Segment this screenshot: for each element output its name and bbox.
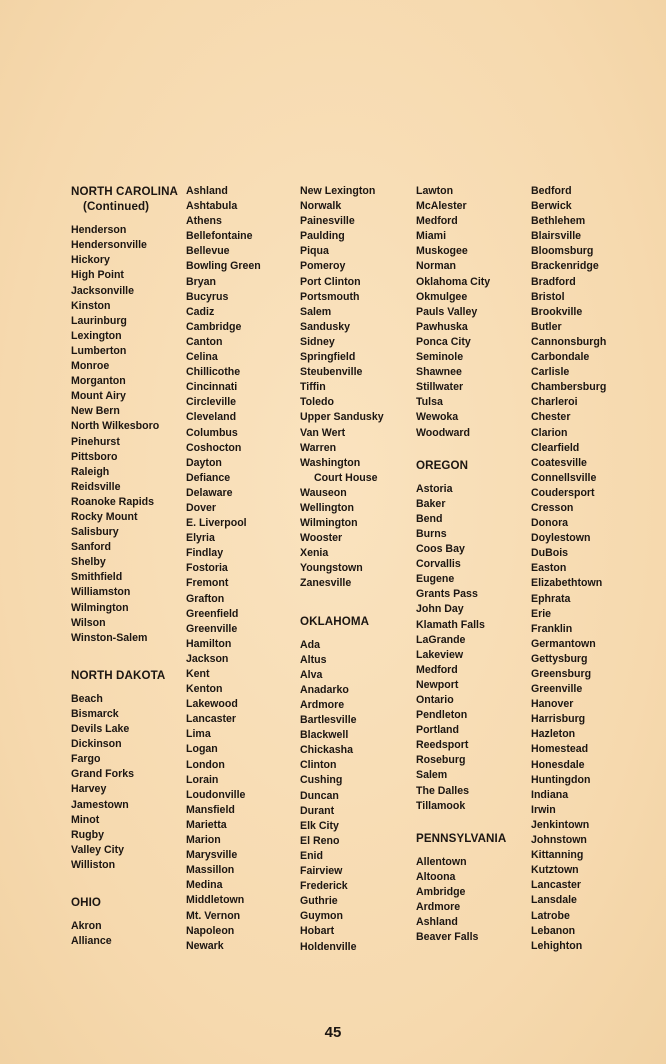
column-2	[186, 184, 261, 954]
city-name: Huntingdon	[531, 773, 591, 786]
city-name: Pawhuska	[416, 320, 468, 333]
city-name: Coudersport	[531, 486, 595, 499]
city-name: Donora	[531, 517, 569, 530]
city-name: Ambridge	[416, 886, 466, 899]
city-name: Bradford	[531, 275, 576, 288]
city-name: Zanesville	[300, 577, 352, 590]
city-name: Bellevue	[186, 245, 230, 258]
city-name: Duncan	[300, 789, 339, 802]
city-name: Ashtabula	[186, 200, 238, 213]
city-name: Anadarko	[300, 683, 349, 696]
city-name: E. Liverpool	[186, 517, 247, 530]
city-name: Pomeroy	[300, 260, 346, 273]
city-name: Salem	[416, 769, 448, 782]
city-name: Painesville	[300, 215, 355, 228]
city-name: Pittsboro	[71, 450, 118, 463]
city-name: London	[186, 758, 225, 771]
city-name: Ephrata	[531, 592, 571, 605]
city-name: Morganton	[71, 375, 126, 388]
city-name: Mt. Vernon	[186, 909, 241, 922]
city-name: Lawton	[416, 185, 454, 197]
city-name: Stillwater	[416, 381, 464, 394]
city-name: Bedford	[531, 185, 572, 197]
city-name: Sandusky	[300, 320, 351, 333]
city-name: Shawnee	[416, 366, 462, 379]
city-list-ohio-continued-b	[300, 486, 384, 592]
city-name: Brackenridge	[531, 260, 599, 273]
state-heading-continued: (Continued)	[83, 200, 150, 214]
city-name: Ardmore	[416, 901, 461, 914]
city-name: Eugene	[416, 573, 455, 586]
city-name: Bellefontaine	[186, 230, 253, 243]
city-name: Napoleon	[186, 924, 235, 937]
city-name: Medina	[186, 879, 223, 892]
city-name: Findlay	[186, 547, 224, 560]
city-name: Fargo	[71, 753, 101, 766]
city-name: Alliance	[71, 935, 112, 948]
city-name: Ontario	[416, 694, 454, 706]
city-name: Newport	[416, 678, 459, 691]
city-name: Rugby	[71, 828, 104, 841]
city-name: Ada	[300, 638, 321, 651]
city-name: Pinehurst	[71, 435, 120, 448]
city-name: Fairview	[300, 865, 343, 878]
city-name: Laurinburg	[71, 314, 127, 327]
city-name: Smithfield	[71, 571, 123, 584]
city-name: Warren	[300, 441, 337, 454]
city-name: Lakeview	[416, 648, 464, 661]
city-name: Easton	[531, 562, 567, 575]
city-name: Circleville	[186, 396, 237, 409]
city-list-north-dakota	[71, 692, 178, 873]
city-name: Bryan	[186, 275, 217, 288]
city-name: Coos Bay	[416, 543, 465, 556]
city-name: Pendleton	[416, 709, 468, 722]
city-name: Clearfield	[531, 441, 580, 454]
city-name: Sanford	[71, 541, 112, 554]
city-name: Brookville	[531, 305, 583, 318]
city-name: Kinston	[71, 299, 111, 312]
city-name: Norwalk	[300, 200, 342, 213]
city-name: Marysville	[186, 849, 238, 862]
city-name: Marion	[186, 834, 221, 847]
city-list-pennsylvania-continued	[531, 184, 606, 954]
city-name: Defiance	[186, 471, 231, 484]
city-name: Woodward	[416, 426, 470, 439]
state-heading-oregon: OREGON	[416, 458, 469, 472]
city-name: Cresson	[531, 501, 574, 514]
city-name: Steubenville	[300, 366, 363, 379]
city-name: Ponca City	[416, 335, 471, 348]
city-name: Elyria	[186, 532, 215, 545]
city-name: Muskogee	[416, 245, 468, 258]
city-name: Greenville	[186, 622, 238, 635]
city-name: Clinton	[300, 759, 337, 772]
city-name: Xenia	[300, 547, 329, 560]
city-name: Akron	[71, 920, 102, 933]
city-name: Upper Sandusky	[300, 411, 384, 424]
city-name: Astoria	[416, 482, 453, 495]
city-name: Lima	[186, 728, 211, 741]
city-name: Williamston	[71, 586, 131, 599]
city-name: Pauls Valley	[416, 305, 478, 318]
city-name: Van Wert	[300, 426, 346, 439]
city-name: Columbus	[186, 426, 238, 439]
city-name: Altus	[300, 653, 327, 666]
city-name: Raleigh	[71, 465, 110, 478]
city-name: Port Clinton	[300, 275, 361, 288]
city-name: Hanover	[531, 698, 574, 711]
column-5	[531, 184, 606, 954]
state-heading-oklahoma: OKLAHOMA	[300, 614, 370, 628]
city-name: Salisbury	[71, 526, 119, 539]
city-name: Kittanning	[531, 849, 584, 862]
city-name: Blairsville	[531, 230, 582, 243]
city-name: Guymon	[300, 910, 343, 923]
city-name: Gettysburg	[531, 652, 588, 665]
city-name: The Dalles	[416, 784, 469, 797]
city-name: Ardmore	[300, 699, 345, 711]
city-name: Grants Pass	[416, 588, 478, 601]
city-name: Rocky Mount	[71, 510, 138, 523]
city-name: Kutztown	[531, 864, 579, 877]
city-name: Bowling Green	[186, 260, 261, 273]
city-name: Valley City	[71, 843, 124, 856]
city-name: High Point	[71, 269, 124, 282]
city-name: North Wilkesboro	[71, 420, 160, 433]
city-name: Medford	[416, 663, 458, 676]
city-list-pennsylvania	[416, 855, 506, 946]
state-heading-north-dakota: NORTH DAKOTA	[71, 668, 166, 682]
city-name: Irwin	[531, 803, 556, 816]
city-name: Middletown	[186, 894, 245, 907]
city-name: Alva	[300, 668, 323, 681]
city-name: Devils Lake	[71, 723, 130, 736]
city-name: Elizabethtown	[531, 577, 603, 590]
city-name: Butler	[531, 320, 562, 333]
city-name: Kent	[186, 668, 210, 680]
city-name: Bartlesville	[300, 714, 357, 727]
city-name: Homestead	[531, 743, 589, 756]
city-name: Greensburg	[531, 668, 592, 680]
city-name: Wooster	[300, 532, 343, 545]
city-name: Williston	[71, 858, 116, 871]
city-name: Reedsport	[416, 739, 469, 752]
city-name: Shelby	[71, 556, 106, 569]
city-name: Grafton	[186, 592, 225, 605]
city-name: Elk City	[300, 819, 339, 832]
city-list-oklahoma-continued	[416, 184, 506, 441]
city-name: Charleroi	[531, 396, 578, 409]
city-name: Jacksonville	[71, 284, 135, 297]
city-name: Harrisburg	[531, 713, 586, 726]
city-name: Johnstown	[531, 834, 587, 847]
city-name: Erie	[531, 607, 552, 620]
city-name: Norman	[416, 260, 457, 273]
city-name: Chickasha	[300, 744, 353, 757]
city-name: Youngstown	[300, 562, 363, 575]
city-name: Cincinnati	[186, 381, 238, 394]
city-name: Medford	[416, 215, 458, 228]
city-name: Bucyrus	[186, 290, 229, 303]
city-name: Celina	[186, 351, 218, 364]
city-name: Lorain	[186, 773, 219, 786]
city-name: Allentown	[416, 855, 467, 868]
city-name: Tulsa	[416, 396, 443, 409]
city-name: Loudonville	[186, 788, 246, 801]
city-name: Henderson	[71, 224, 127, 237]
city-name: Sidney	[300, 335, 335, 348]
city-name: Lansdale	[531, 894, 577, 907]
city-name: Bethlehem	[531, 215, 586, 228]
city-name: Portland	[416, 724, 459, 737]
city-name: Coatesville	[531, 456, 587, 469]
city-name: Wellington	[300, 501, 354, 514]
page-number: 45	[324, 1024, 342, 1041]
city-name: Wilson	[71, 616, 106, 629]
city-name: Hobart	[300, 925, 335, 938]
city-name: Springfield	[300, 351, 356, 364]
city-name: Cannonsburgh	[531, 335, 607, 348]
city-name: Enid	[300, 849, 323, 862]
city-name: Bend	[416, 512, 443, 525]
city-name: Monroe	[71, 360, 110, 373]
city-name: Durant	[300, 804, 335, 817]
city-name: Holdenville	[300, 940, 357, 953]
city-name: Roanoke Rapids	[71, 495, 155, 508]
city-name: Mansfield	[186, 803, 235, 816]
city-list-oklahoma	[300, 638, 384, 955]
city-name: Dover	[186, 501, 217, 514]
city-name: Jackson	[186, 652, 229, 665]
city-name: Jenkintown	[531, 818, 590, 831]
city-name: Hendersonville	[71, 239, 147, 252]
city-name: Latrobe	[531, 909, 570, 922]
city-name: Clarion	[531, 426, 568, 439]
city-name: Seminole	[416, 351, 464, 364]
city-name: Fostoria	[186, 562, 228, 575]
city-name: Marietta	[186, 818, 227, 831]
city-list-north-carolina	[71, 223, 178, 646]
city-name: Lebanon	[531, 924, 576, 937]
city-name: Logan	[186, 743, 218, 756]
city-name: Klamath Falls	[416, 618, 485, 631]
city-name: Franklin	[531, 622, 573, 635]
city-name: Connellsville	[531, 471, 597, 484]
city-name: Piqua	[300, 245, 329, 258]
city-name: Lehighton	[531, 939, 583, 952]
city-name: Delaware	[186, 486, 233, 499]
city-name: Oklahoma City	[416, 275, 491, 288]
city-name: Tiffin	[300, 381, 326, 394]
city-name: Germantown	[531, 637, 596, 650]
city-name: Carbondale	[531, 351, 590, 364]
city-name: Lumberton	[71, 344, 127, 357]
city-name: Fremont	[186, 577, 229, 590]
city-name: Chambersburg	[531, 381, 607, 394]
city-name: Lakewood	[186, 698, 238, 711]
city-name: Lancaster	[531, 879, 582, 892]
city-name: Cadiz	[186, 305, 215, 318]
city-name: Wauseon	[300, 486, 347, 499]
column-1	[71, 184, 178, 949]
city-name: Mount Airy	[71, 390, 126, 403]
city-name: Blackwell	[300, 729, 349, 742]
city-name: Carlisle	[531, 366, 570, 379]
city-name: Hickory	[71, 254, 110, 267]
city-list-ohio-continued-a	[300, 184, 384, 471]
city-name: New Bern	[71, 405, 120, 418]
city-name: Cushing	[300, 774, 343, 787]
city-name-continuation: Court House	[314, 471, 378, 484]
city-list-ohio-start	[71, 919, 178, 949]
city-name: Bloomsburg	[531, 245, 594, 258]
city-name: Massillon	[186, 864, 235, 877]
city-name: Okmulgee	[416, 290, 468, 303]
city-name: Tillamook	[416, 799, 466, 812]
city-name: Canton	[186, 335, 223, 348]
city-name: Corvallis	[416, 558, 461, 571]
city-list-oregon	[416, 482, 506, 814]
city-name: DuBois	[531, 547, 569, 560]
city-name: Greenville	[531, 683, 583, 696]
city-name: Honesdale	[531, 758, 585, 771]
city-name: John Day	[416, 603, 464, 616]
city-name: Ashland	[416, 916, 458, 929]
city-name: Toledo	[300, 396, 334, 409]
city-name: Portsmouth	[300, 290, 360, 303]
city-name: Dickinson	[71, 738, 122, 751]
city-name: Bristol	[531, 290, 565, 303]
city-name: Frederick	[300, 880, 348, 893]
city-name: Roseburg	[416, 754, 466, 767]
city-name: Athens	[186, 215, 222, 228]
city-name: El Reno	[300, 834, 340, 847]
city-name: Jamestown	[71, 798, 129, 811]
city-name: Hamilton	[186, 637, 232, 650]
city-name: Lexington	[71, 329, 122, 342]
city-name: Bismarck	[71, 708, 119, 720]
column-4	[416, 184, 506, 945]
city-name: Ashland	[186, 185, 228, 197]
state-heading-ohio: OHIO	[71, 896, 102, 910]
city-name: Baker	[416, 497, 446, 510]
city-name: Cleveland	[186, 411, 237, 424]
city-name: Guthrie	[300, 895, 338, 908]
city-name: Burns	[416, 527, 447, 540]
city-name: Beaver Falls	[416, 931, 479, 944]
city-name: Paulding	[300, 230, 345, 243]
city-name: Wilmington	[300, 517, 358, 530]
city-name: Dayton	[186, 456, 222, 469]
city-name: Berwick	[531, 200, 572, 213]
column-3	[300, 184, 384, 955]
city-name: Newark	[186, 939, 224, 952]
state-heading-north-carolina: NORTH CAROLINA	[71, 185, 179, 198]
city-name: Kenton	[186, 683, 223, 696]
city-name: Washington	[300, 456, 361, 469]
city-name: Greenfield	[186, 607, 239, 620]
city-name: Grand Forks	[71, 768, 134, 781]
city-name: Harvey	[71, 783, 107, 796]
city-name: Salem	[300, 305, 332, 318]
city-name: Minot	[71, 813, 100, 826]
city-name: Wilmington	[71, 601, 129, 614]
city-name: Hazleton	[531, 728, 576, 741]
city-name: New Lexington	[300, 185, 376, 197]
city-name: Reidsville	[71, 480, 121, 493]
city-name: Beach	[71, 692, 103, 705]
city-name: Indiana	[531, 788, 569, 801]
city-name: Coshocton	[186, 441, 242, 454]
city-name: Lancaster	[186, 713, 237, 726]
state-heading-pennsylvania: PENNSYLVANIA	[416, 831, 507, 845]
city-name: Doylestown	[531, 532, 591, 545]
city-name: Winston-Salem	[71, 631, 148, 644]
city-list-ohio-continued	[186, 184, 261, 954]
city-name: Wewoka	[416, 411, 459, 424]
city-name: Miami	[416, 230, 447, 243]
city-name: McAlester	[416, 200, 467, 213]
city-name: Cambridge	[186, 320, 242, 333]
city-name: Altoona	[416, 870, 456, 883]
city-name: LaGrande	[416, 633, 466, 646]
city-name: Chillicothe	[186, 366, 241, 379]
city-name: Chester	[531, 411, 571, 424]
